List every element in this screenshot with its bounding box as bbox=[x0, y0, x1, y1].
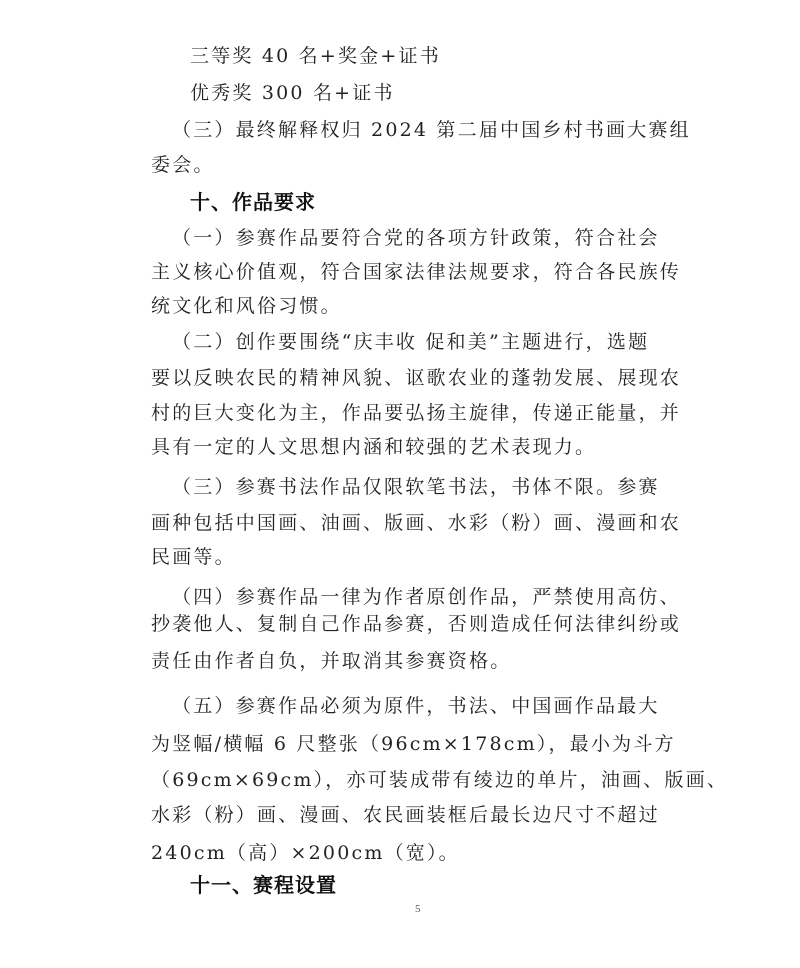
clause3-line-2: 委会。 bbox=[151, 154, 215, 176]
item3-line-1: （三）参赛书法作品仅限软笔书法，书体不限。参赛 bbox=[172, 476, 660, 498]
item4-line-3: 责任由作者自负，并取消其参赛资格。 bbox=[151, 650, 512, 672]
item2-line-4: 具有一定的人文思想内涵和较强的艺术表现力。 bbox=[151, 436, 597, 458]
item1-line-2: 主义核心价值观，符合国家法律法规要求，符合各民族传 bbox=[151, 261, 682, 283]
page-number: 5 bbox=[415, 903, 421, 915]
prize-excellent-line: 优秀奖 300 名+证书 bbox=[190, 82, 395, 104]
section11-heading: 十一、赛程设置 bbox=[190, 873, 337, 897]
item4-line-1: （四）参赛作品一律为作者原创作品，严禁使用高仿、 bbox=[172, 586, 681, 608]
section10-heading: 十、作品要求 bbox=[190, 190, 316, 214]
item3-line-3: 民画等。 bbox=[151, 546, 236, 568]
item4-line-2: 抄袭他人、复制自己作品参赛，否则造成任何法律纠纷或 bbox=[151, 613, 682, 635]
item3-line-2: 画种包括中国画、油画、版画、水彩（粉）画、漫画和农 bbox=[151, 512, 682, 534]
prize-third-line: 三等奖 40 名+奖金+证书 bbox=[190, 45, 441, 67]
item5-line-3: （69cm×69cm），亦可装成带有绫边的单片，油画、版画、 bbox=[151, 769, 729, 791]
item5-line-5: 240cm（高）×200cm（宽）。 bbox=[151, 842, 460, 864]
item5-line-4: 水彩（粉）画、漫画、农民画装框后最长边尺寸不超过 bbox=[151, 804, 660, 826]
item2-line-2: 要以反映农民的精神风貌、讴歌农业的蓬勃发展、展现农 bbox=[151, 367, 682, 389]
item1-line-3: 统文化和风俗习惯。 bbox=[151, 295, 342, 317]
item2-line-3: 村的巨大变化为主，作品要弘扬主旋律，传递正能量，并 bbox=[151, 402, 682, 424]
item2-line-1: （二）创作要围绕“庆丰收 促和美”主题进行，选题 bbox=[172, 331, 650, 353]
item5-line-1: （五）参赛作品必须为原件，书法、中国画作品最大 bbox=[172, 695, 660, 717]
item1-line-1: （一）参赛作品要符合党的各项方针政策，符合社会 bbox=[172, 227, 660, 249]
clause3-line-1: （三）最终解释权归 2024 第二届中国乡村书画大赛组 bbox=[172, 119, 691, 141]
item5-line-2: 为竖幅/横幅 6 尺整张（96cm×178cm），最小为斗方 bbox=[151, 733, 676, 755]
